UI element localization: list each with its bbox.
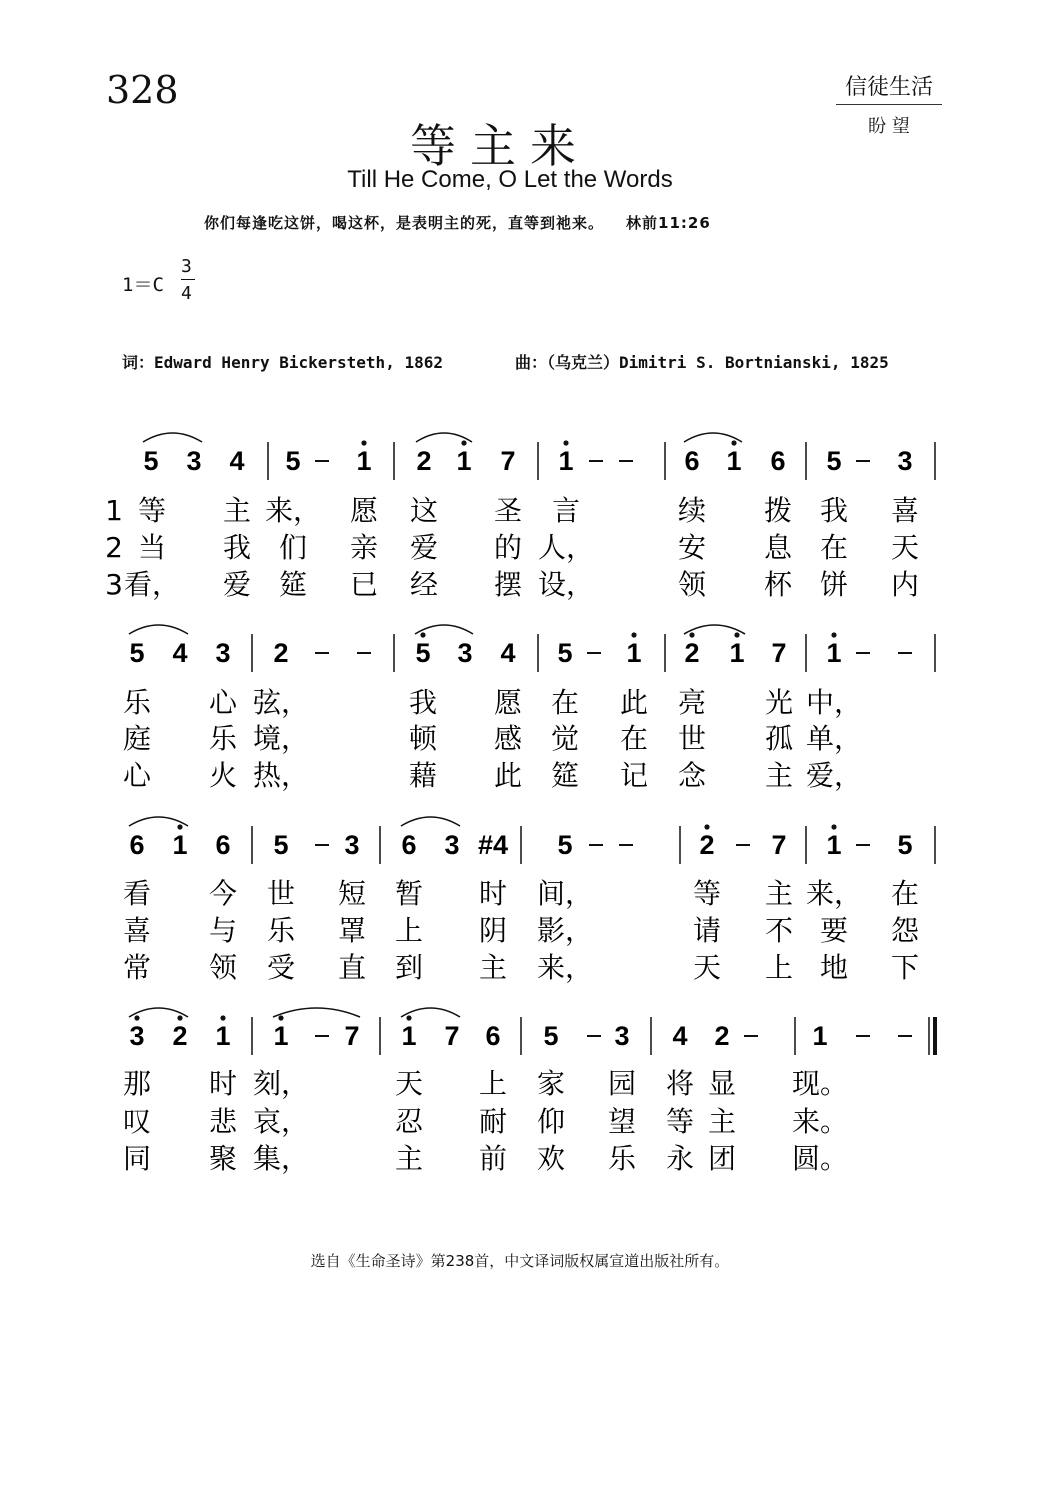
lyric-syllable: 刻， (252, 1067, 310, 1100)
lyric-syllable: 们 (278, 531, 308, 564)
lyric-syllable: 仰 (536, 1105, 566, 1138)
note: 1 (456, 446, 472, 476)
lyric-syllable: 顿 (408, 722, 438, 755)
lyric-syllable: 今 (208, 877, 238, 910)
lyric-syllable: 记 (619, 759, 649, 792)
note: 2 (172, 1021, 188, 1051)
octave-dot (831, 632, 836, 637)
lyric-syllable: 上 (394, 914, 424, 947)
note: 5 (557, 638, 573, 668)
lyric-syllable: 哀， (252, 1105, 310, 1138)
key-signature: 1＝C (122, 274, 164, 296)
verse-reference: 林前11:26 (626, 214, 711, 232)
lyric-syllable: 悲 (208, 1105, 238, 1138)
lyric-syllable: 直 (337, 951, 367, 984)
lyric-syllable: 境， (252, 722, 310, 755)
lyric-syllable: 主 (707, 1105, 737, 1138)
note: 3 (129, 1021, 145, 1051)
note: 2 (273, 638, 289, 668)
lyric-syllable: 在 (619, 722, 649, 755)
note: 5 (129, 638, 145, 668)
time-numerator: 3 (181, 256, 192, 277)
lyric-syllable: 的 (493, 531, 523, 564)
octave-dot (831, 824, 836, 829)
lyric-syllable: 常 (122, 951, 152, 984)
note: 3 (344, 830, 360, 860)
note: 5 (897, 830, 913, 860)
octave-dot (731, 440, 736, 445)
lyric-syllable: 乐 (122, 686, 152, 719)
lyric-syllable: 息 (763, 531, 793, 564)
lyric-syllable: 安 (677, 531, 707, 564)
lyric-syllable: 心 (208, 686, 238, 719)
note: 1 (172, 830, 188, 860)
lyric-syllable: 前 (478, 1142, 508, 1175)
note: 2 (416, 446, 432, 476)
lyric-syllable: 主 (764, 759, 794, 792)
slur (129, 625, 188, 634)
lyric-syllable: 经 (409, 568, 439, 601)
note: 3 (897, 446, 913, 476)
lyric-syllable: 永 (665, 1142, 695, 1175)
octave-dot (420, 632, 425, 637)
lyric-syllable: 光 (764, 686, 794, 719)
note: 7 (444, 1021, 460, 1051)
octave-dot (704, 824, 709, 829)
copyright-footer: 选自《生命圣诗》第238首，中文译词版权属宣道出版社所有。 (310, 1252, 730, 1270)
note: 4 (229, 446, 245, 476)
lyric-syllable: 此 (619, 686, 649, 719)
lyric-syllable: 下 (890, 951, 920, 984)
english-title: Till He Come, O Let the Words (347, 166, 673, 193)
lyric-syllable: 世 (266, 877, 296, 910)
note: #4 (477, 830, 509, 860)
lyric-syllable: 短 (337, 877, 367, 910)
lyric-syllable: 筵 (550, 759, 580, 792)
note: 1 (273, 1021, 289, 1051)
lyric-syllable: 我 (222, 531, 252, 564)
lyric-syllable: 天 (394, 1067, 424, 1100)
lyric-syllable: 那 (122, 1067, 152, 1100)
lyric-syllable: 感 (493, 722, 523, 755)
note: 4 (172, 638, 188, 668)
lyric-syllable: 受 (266, 951, 296, 984)
lyricist-credit: 词：Edward Henry Bickersteth, 1862 (122, 353, 443, 372)
lyric-syllable: 设， (537, 568, 595, 601)
note: 1 (558, 446, 574, 476)
lyric-syllable: 觉 (550, 722, 580, 755)
lyric-syllable: 主 (478, 951, 508, 984)
lyric-syllable: 来。 (791, 1105, 849, 1138)
hymn-number: 328 (106, 68, 179, 112)
note: 2 (684, 638, 700, 668)
note: 6 (129, 830, 145, 860)
note: 2 (714, 1021, 730, 1051)
lyric-syllable: 乐 (266, 914, 296, 947)
note: 3 (186, 446, 202, 476)
lyric-syllable: 罩 (337, 914, 367, 947)
category-label: 信徒生活 (844, 75, 933, 100)
note: 4 (500, 638, 516, 668)
lyric-syllable: 团 (707, 1142, 737, 1175)
note: 1 (826, 830, 842, 860)
lyric-syllable: 2 (105, 531, 123, 564)
lyric-syllable: 等 (137, 494, 167, 527)
note: 2 (699, 830, 715, 860)
slur (401, 817, 460, 826)
lyric-syllable: 看， (123, 568, 181, 601)
lyric-syllable: 上 (478, 1067, 508, 1100)
note: 7 (771, 638, 787, 668)
note: 5 (143, 446, 159, 476)
note: 5 (273, 830, 289, 860)
lyric-syllable: 叹 (122, 1105, 152, 1138)
lyric-syllable: 集， (252, 1142, 310, 1175)
lyric-syllable: 火 (208, 759, 238, 792)
note: 7 (771, 830, 787, 860)
lyric-syllable: 喜 (122, 914, 152, 947)
note: 4 (672, 1021, 688, 1051)
lyric-syllable: 拨 (763, 494, 793, 527)
lyric-syllable: 来， (805, 877, 863, 910)
octave-dot (220, 1015, 225, 1020)
lyric-syllable: 已 (349, 568, 379, 601)
lyric-syllable: 1 (105, 494, 123, 527)
lyric-syllable: 我 (408, 686, 438, 719)
note: 5 (557, 830, 573, 860)
note: 6 (215, 830, 231, 860)
note: 5 (415, 638, 431, 668)
lyric-syllable: 庭 (122, 722, 152, 755)
lyric-syllable: 与 (208, 914, 238, 947)
lyric-syllable: 爱， (805, 759, 863, 792)
lyric-syllable: 续 (677, 494, 707, 527)
lyric-syllable: 杯 (763, 568, 793, 601)
lyric-syllable: 来， (536, 951, 594, 984)
composer-credit: 曲：（乌克兰）Dimitri S. Bortnianski, 1825 (515, 353, 889, 372)
lyric-syllable: 此 (493, 759, 523, 792)
lyric-syllable: 单， (805, 722, 863, 755)
lyric-syllable: 人， (537, 531, 595, 564)
octave-dot (734, 632, 739, 637)
lyric-syllable: 影， (536, 914, 594, 947)
lyric-syllable: 这 (409, 494, 439, 527)
lyric-syllable: 怨 (890, 914, 920, 947)
note: 1 (626, 638, 642, 668)
note: 6 (770, 446, 786, 476)
lyric-syllable: 在 (890, 877, 920, 910)
lyric-syllable: 到 (394, 951, 424, 984)
lyric-syllable: 主 (394, 1142, 424, 1175)
lyric-syllable: 领 (677, 568, 707, 601)
lyric-syllable: 望 (607, 1105, 637, 1138)
lyric-syllable: 暂 (394, 877, 424, 910)
lyric-syllable: 孤 (764, 722, 794, 755)
lyric-syllable: 言 (551, 494, 581, 527)
octave-dot (134, 1015, 139, 1020)
lyric-syllable: 天 (890, 531, 920, 564)
hymn-title: 等主来 (410, 119, 590, 173)
lyric-syllable: 主 (222, 494, 252, 527)
subcategory-label: 盼 望 (868, 116, 910, 137)
lyric-syllable: 来， (264, 494, 322, 527)
octave-dot (278, 1015, 283, 1020)
lyric-syllable: 3 (105, 568, 123, 601)
lyric-syllable: 喜 (890, 494, 920, 527)
note: 5 (543, 1021, 559, 1051)
lyric-syllable: 领 (208, 951, 238, 984)
note: 7 (500, 446, 516, 476)
note: 1 (726, 446, 742, 476)
lyric-syllable: 筵 (278, 568, 308, 601)
lyric-syllable: 同 (122, 1142, 152, 1175)
octave-dot (689, 632, 694, 637)
lyric-syllable: 当 (137, 531, 167, 564)
lyric-syllable: 天 (692, 951, 722, 984)
lyric-syllable: 聚 (208, 1142, 238, 1175)
lyric-syllable: 愿 (349, 494, 379, 527)
slur (143, 433, 202, 442)
note: 1 (826, 638, 842, 668)
verse-text: 你们每逢吃这饼，喝这杯，是表明主的死，直等到祂来。 (204, 214, 605, 232)
note: 6 (684, 446, 700, 476)
lyric-syllable: 时 (478, 877, 508, 910)
note: 6 (401, 830, 417, 860)
lyric-syllable: 心 (122, 759, 152, 792)
lyric-syllable: 园 (607, 1067, 637, 1100)
note: 1 (356, 446, 372, 476)
lyric-syllable: 要 (819, 914, 849, 947)
lyric-syllable: 中， (805, 686, 863, 719)
lyric-syllable: 弦， (252, 686, 310, 719)
lyric-syllable: 不 (764, 914, 794, 947)
lyric-syllable: 忍 (394, 1105, 424, 1138)
note: 5 (826, 446, 842, 476)
note: 7 (344, 1021, 360, 1051)
lyric-syllable: 世 (677, 722, 707, 755)
note: 3 (614, 1021, 630, 1051)
lyric-syllable: 家 (536, 1067, 566, 1100)
octave-dot (361, 440, 366, 445)
time-denominator: 4 (181, 283, 192, 304)
slur (273, 1008, 360, 1017)
lyric-syllable: 热， (252, 759, 310, 792)
lyric-syllable: 将 (665, 1067, 695, 1100)
note: 1 (401, 1021, 417, 1051)
lyric-syllable: 乐 (607, 1142, 637, 1175)
note: 3 (457, 638, 473, 668)
lyric-syllable: 现。 (791, 1067, 849, 1100)
lyric-syllable: 上 (764, 951, 794, 984)
lyric-syllable: 藉 (408, 759, 438, 792)
octave-dot (563, 440, 568, 445)
octave-dot (177, 1015, 182, 1020)
note: 6 (485, 1021, 501, 1051)
lyric-syllable: 欢 (536, 1142, 566, 1175)
lyric-syllable: 主 (764, 877, 794, 910)
lyric-syllable: 愿 (493, 686, 523, 719)
lyric-syllable: 爱 (222, 568, 252, 601)
note: 5 (285, 446, 301, 476)
note: 3 (215, 638, 231, 668)
note: 1 (729, 638, 745, 668)
lyric-syllable: 等 (692, 877, 722, 910)
slur (684, 625, 745, 634)
lyric-syllable: 我 (819, 494, 849, 527)
lyric-syllable: 饼 (819, 568, 849, 601)
lyric-syllable: 念 (677, 759, 707, 792)
note: 1 (812, 1021, 828, 1051)
lyric-syllable: 乐 (208, 722, 238, 755)
lyric-syllable: 时 (208, 1067, 238, 1100)
lyric-syllable: 间， (536, 877, 594, 910)
lyric-syllable: 亮 (677, 686, 707, 719)
lyric-syllable: 摆 (493, 568, 523, 601)
lyric-syllable: 地 (819, 951, 849, 984)
lyric-syllable: 显 (707, 1067, 737, 1100)
lyric-syllable: 耐 (478, 1105, 508, 1138)
octave-dot (631, 632, 636, 637)
octave-dot (461, 440, 466, 445)
lyric-syllable: 等 (665, 1105, 695, 1138)
lyric-syllable: 请 (692, 914, 722, 947)
lyric-syllable: 圣 (493, 494, 523, 527)
octave-dot (406, 1015, 411, 1020)
lyric-syllable: 阴 (478, 914, 508, 947)
lyric-syllable: 看 (122, 877, 152, 910)
lyric-syllable: 亲 (349, 531, 379, 564)
lyric-syllable: 在 (819, 531, 849, 564)
lyric-syllable: 内 (890, 568, 920, 601)
note: 3 (444, 830, 460, 860)
lyric-syllable: 圆。 (791, 1142, 849, 1175)
octave-dot (177, 824, 182, 829)
lyric-syllable: 爱 (409, 531, 439, 564)
note: 1 (215, 1021, 231, 1051)
lyric-syllable: 在 (550, 686, 580, 719)
